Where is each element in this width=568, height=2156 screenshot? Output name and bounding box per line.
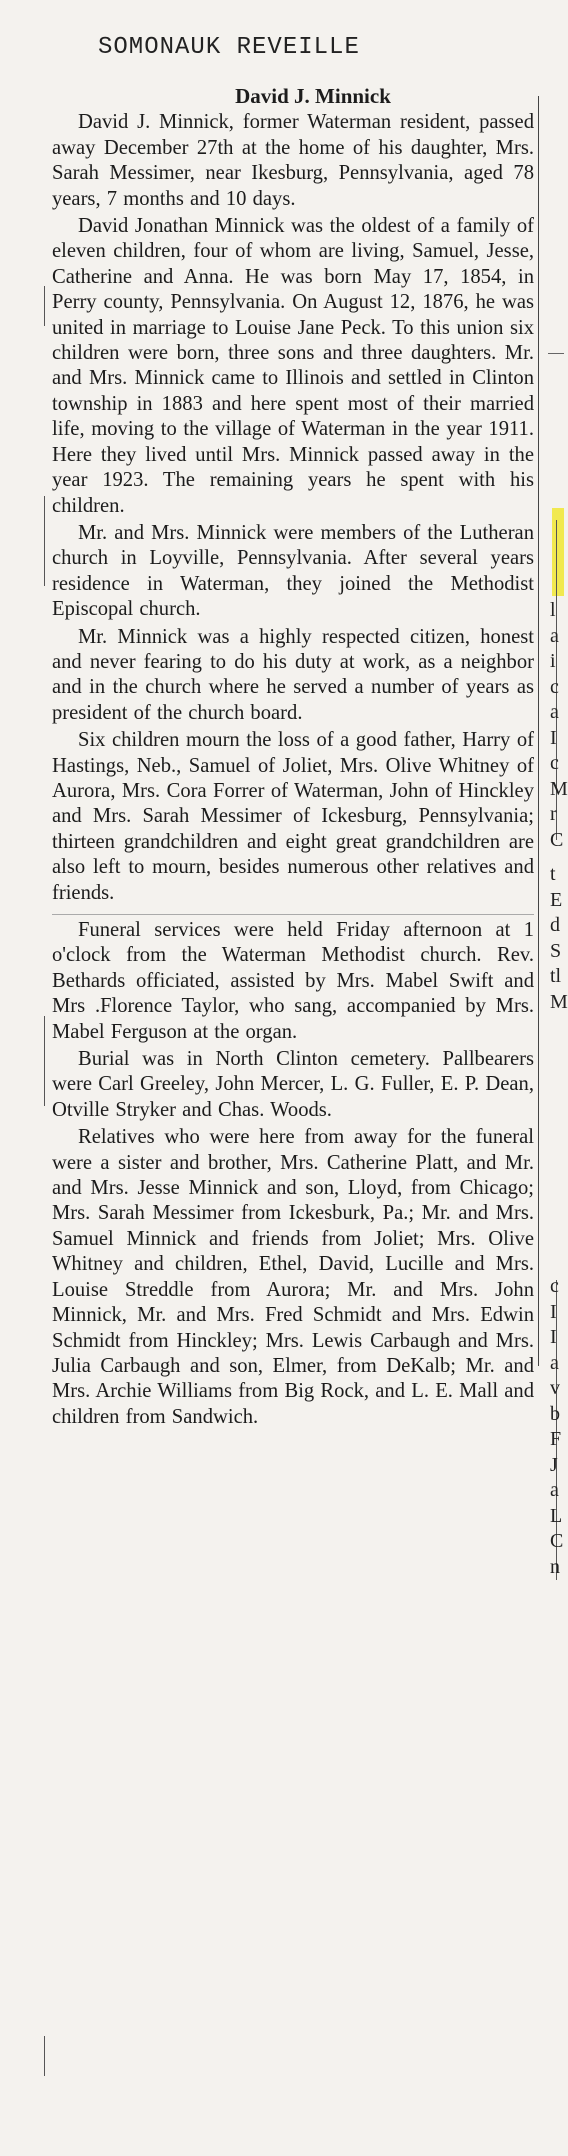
column-rule-right	[538, 96, 539, 1366]
neighbor-column-rule	[548, 353, 564, 354]
article-paragraph: Mr. Minnick was a highly respected citizen, honest and never fearing to do his duty at work, as a neighbor and in the church where he served a number of years as president of the church board.	[52, 625, 534, 724]
article-paragraph: Relatives who were here from away for the funeral were a sister and brother, Mrs. Catherine Platt, and Mr. and Mrs. Jesse Minnick and son, Lloyd, from Chicago; Mrs. Sarah Messimer from Ickesburk, Pa.; Mr. and Mrs. Samuel Minnick and friends from Joliet; Mrs. Olive Whitney and children, Ethel, David, Lucille and Mrs. Louise Streddle from Aurora; Mr. and Mrs. John Minnick, Mr. and Mrs. Fred Schmidt and Mrs. Edwin Schmidt from Hinckley; Mrs. Lewis Carbaugh and Mrs. Julia Carbaugh and son, Elmer, from DeKalb; Mr. and Mrs. Archie Williams from Big Rock, and L. E. Mall and children from Sandwich.	[52, 1126, 534, 1428]
highlighter-mark	[552, 508, 564, 596]
newspaper-clipping	[30, 76, 542, 2146]
masthead: SOMONAUK REVEILLE	[98, 34, 360, 61]
neighbor-column-fragment: c I I a v b F J a L C n	[550, 1275, 564, 1578]
column-rule-left	[44, 496, 45, 586]
article-column	[52, 84, 534, 1432]
column-rule-left	[44, 1016, 45, 1106]
article-paragraph: David Jonathan Minnick was the oldest of a family of eleven children, four of whom are living, Samuel, Jesse, Catherine and Anna. He was born May 17, 1854, in Perry county, Pennsylvania. On August 12, 1876, he was united in marriage to Louise Jane Peck. To this union six children were born, three sons and three daughters. Mr. and Mrs. Minnick came to Illinois and settled in Clinton township in 1883 and here spent most of their married life, moving to the village of Waterman in the year 1911. Here they lived until Mrs. Minnick passed away in the year 1923. The remaining years he spent with his children.	[52, 215, 534, 517]
article-headline: David J. Minnick	[235, 84, 391, 108]
article-paragraph: David J. Minnick, former Waterman resident, passed away December 27th at the home of his daughter, Mrs. Sarah Messimer, near Ikesburg, Pennsylvania, aged 78 years, 7 months and 10 days.	[52, 111, 534, 210]
article-paragraph: Six children mourn the loss of a good father, Harry of Hastings, Neb., Samuel of Joliet, Mrs. Olive Whitney of Aurora, Mrs. Cora Forrer of Waterman, John of Hinckley and Mrs. Sarah Messimer of Ickesburg, Pennsylvania; thirteen grandchildren and eight great grandchildren are also left to mourn, besides numerous other relatives and friends.	[52, 729, 534, 904]
column-rule-left	[44, 2036, 45, 2076]
article-paragraph: Burial was in North Clinton cemetery. Pallbearers were Carl Greeley, John Mercer, L. G. Fuller, E. P. Dean, Otville Stryker and Chas. Woods.	[52, 1048, 534, 1121]
article-paragraph: Funeral services were held Friday afternoon at 1 o'clock from the Waterman Methodist church. Rev. Bethards officiated, assisted by Mrs. Mabel Swift and Mrs .Florence Taylor, who sang, accompanied by Mrs. Mabel Ferguson at the organ.	[52, 914, 534, 1045]
article-paragraph: Mr. and Mrs. Minnick were members of the Lutheran church in Loyville, Pennsylvania. After several years residence in Waterman, they joined the Methodist Episcopal church.	[52, 521, 534, 621]
column-rule-left	[44, 286, 45, 326]
neighbor-column-fragment: t E d S tl M	[550, 863, 568, 1013]
neighbor-column-fragment: l a i c a I c M r C	[550, 599, 568, 851]
